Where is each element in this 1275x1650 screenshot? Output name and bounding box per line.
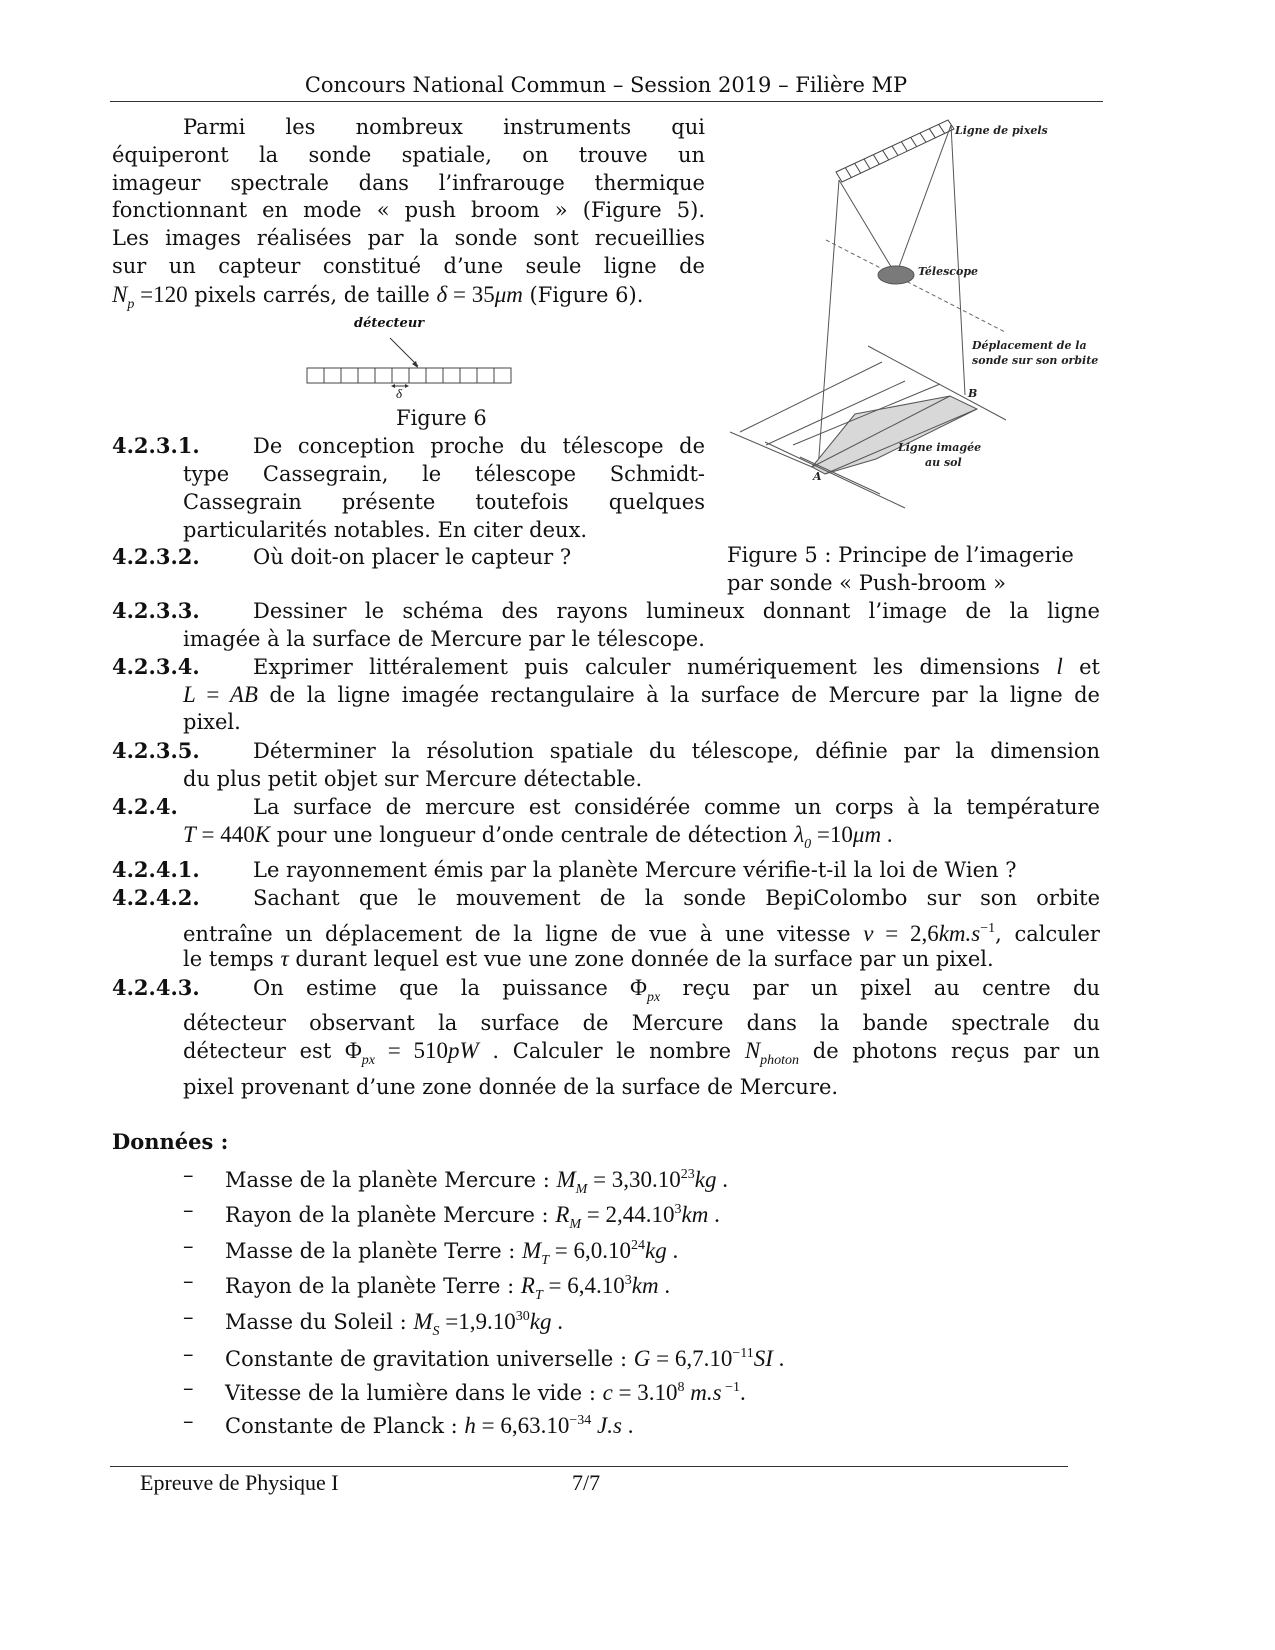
math: Φ [630,975,647,1000]
superscript: 3 [624,1273,632,1288]
math: =10 [811,822,853,847]
page-header: Concours National Commun – Session 2019 – Filière MP [304,73,908,97]
motion-label-2: sonde sur son orbite [972,354,1099,367]
math: G [633,1346,651,1371]
subscript: px [361,1053,376,1068]
list-bullet: – [183,1305,194,1329]
text: (Figure 6). [522,283,644,307]
text: particularités notables. En citer deux. [183,518,588,542]
text: . Calculer le nombre [478,1039,745,1063]
superscript: 23 [680,1167,695,1182]
math: = 440 [195,822,255,847]
math: = 3,30.10 [587,1167,681,1192]
telescope-icon [878,266,914,284]
math: =120 [134,282,188,307]
math: M [413,1309,433,1334]
pixel-divider [929,129,935,138]
math: kg [645,1238,667,1263]
question-number: 4.2.4.2. [112,885,200,910]
math: km [681,1202,709,1227]
text-line [225,1303,1100,1339]
text: Cassegrain présente toutefois quelques [183,490,705,514]
subscript: M [575,1182,588,1197]
text-line [183,821,1100,852]
math: J.s [591,1413,622,1438]
math: T [183,822,196,847]
pixel-divider [864,159,870,169]
math: μm [494,282,523,307]
list-bullet: – [183,1269,194,1293]
text-line [225,1374,1100,1405]
math: τ [280,946,289,971]
text-line [225,1407,1100,1438]
question-number: 4.2.3.1. [112,433,200,458]
math: = 3.10 [612,1380,678,1405]
text-line [225,1232,1100,1268]
text: Constante de Planck : [225,1414,465,1438]
text-line [183,765,1100,793]
math: . [716,1167,729,1192]
math: L [183,682,196,707]
text-line [183,625,1100,653]
text: Rayon de la planète Terre : [225,1274,521,1298]
pixel-divider [883,150,889,160]
question-number: 4.2.4.3. [112,975,200,1000]
footer-page-number: 7/7 [572,1470,601,1495]
orbit-direction [826,240,1005,332]
math: K [254,822,271,847]
text: , calculer [995,922,1100,946]
superscript: −1 [980,921,996,936]
math: c [602,1380,613,1405]
math: . [881,822,893,847]
question-number: 4.2.3.5. [112,738,200,763]
text-line [253,884,1100,912]
superscript: −11 [732,1346,754,1361]
text: entraîne un déplacement de la ligne de vue à une vitesse [183,922,864,946]
text: Masse de la planète Mercure : [225,1168,557,1192]
list-bullet: – [183,1234,194,1258]
math: km.s [938,921,981,946]
footer-rule [110,1466,1068,1467]
figure-6-caption: Figure 6 [396,406,487,430]
text: Où doit-on placer le capteur ? [253,545,572,569]
point-b-label: B [968,387,978,400]
math: = 510 [375,1038,449,1063]
pixel-line [836,120,954,182]
math: m.s [684,1380,722,1405]
superscript: 8 [677,1380,685,1395]
math: kg [529,1309,552,1334]
math: = [195,682,230,707]
superscript: 24 [631,1238,645,1253]
list-bullet: – [183,1198,194,1222]
math: M [522,1238,542,1263]
question-number: 4.2.3.3. [112,598,200,623]
text-line [253,653,1100,681]
subscript: 0 [804,837,812,852]
text-line [225,1196,1100,1232]
text: pixel provenant d’une zone donnée de la surface de Mercure. [183,1075,839,1099]
subscript: M [569,1217,582,1232]
ground-label-2: au sol [925,456,962,469]
text: pixel. [183,710,241,734]
math: . [708,1202,720,1227]
text: reçu par un pixel au centre du [660,976,1101,1000]
math: R [520,1273,535,1298]
math: λ [794,822,805,847]
math: = 6,4.10 [542,1273,625,1298]
math: AB [229,682,258,707]
superscript: 3 [674,1202,682,1217]
text-line [253,974,1101,1005]
text: Déterminer la résolution spatiale du télescope, définie par la dimension [253,739,1100,763]
math: . [551,1309,563,1334]
math: . [666,1238,679,1263]
pixel-divider [873,155,879,165]
math: N [112,282,128,307]
text: de la ligne imagée rectangulaire à la surface de Mercure par la ligne de [257,683,1100,707]
text: Parmi les nombreux instruments qui [183,115,705,139]
math: = 6,0.10 [549,1238,631,1263]
math: h [464,1413,476,1438]
math: M [556,1167,576,1192]
text: Le rayonnement émis par la planète Mercure vérifie-t-il la loi de Wien ? [253,858,1017,882]
text: pixels carrés, de taille [187,283,437,307]
math: = 35 [447,282,495,307]
figure-5-caption-1: Figure 5 : Principe de l’imagerie [727,543,1074,567]
text-line [253,737,1100,765]
text: détecteur est [183,1039,345,1063]
text-line [225,1161,1100,1197]
text: Rayon de la planète Mercure : [225,1203,556,1227]
text: imageur spectrale dans l’infrarouge thermique [112,171,705,195]
text: le temps [183,947,281,971]
text: détecteur observant la surface de Mercure dans la bande spectrale du [183,1011,1100,1035]
pixel-divider [911,137,917,146]
text: sur un capteur constitué d’une seule ligne de [112,254,705,278]
text: La surface de mercure est considérée comme un corps à la température [253,795,1100,819]
text-line [253,597,1100,625]
math: . [658,1273,671,1298]
footer-title: Epreuve de Physique I [140,1470,339,1495]
subscript: p [127,297,135,312]
question-number: 4.2.3.4. [112,654,200,679]
math: μm [852,822,882,847]
question-number: 4.2.4. [112,794,178,819]
pixel-divider [855,163,861,173]
text-line [183,681,1100,709]
point-a-label: A [813,470,822,483]
math: kg [694,1167,717,1192]
math: km [631,1273,659,1298]
text: Masse de la planète Terre : [225,1239,523,1263]
ground-label-1: Ligne imagée [898,441,982,454]
list-bullet: – [183,1342,194,1366]
text: et [1062,655,1100,679]
text: type Cassegrain, le télescope Schmidt- [183,462,705,486]
math: = 2,6 [873,921,939,946]
subscript: photon [760,1053,800,1068]
text: De conception proche du télescope de [253,434,705,458]
text: Sachant que le mouvement de la sonde BepiColombo sur son orbite [253,886,1100,910]
math: δ [436,282,448,307]
pixel-divider [939,124,945,133]
text-line [253,432,705,460]
list-bullet: – [183,1409,194,1433]
pixel-divider [892,146,898,156]
list-bullet: – [183,1376,194,1400]
text: Masse du Soleil : [225,1310,414,1334]
list-bullet: – [183,1163,194,1187]
telescope-label: Télescope [918,265,979,278]
text: de photons reçus par un [799,1039,1100,1063]
superscript: 30 [515,1309,530,1324]
math: N [744,1038,761,1063]
math: R [555,1202,570,1227]
math: SI [753,1346,773,1371]
text-line [183,488,705,516]
text: équiperont la sonde spatiale, on trouve un [112,143,705,167]
text-line [183,945,1100,973]
text-line [183,1073,1100,1101]
math: . [740,1380,746,1405]
text: fonctionnant en mode « push broom » (Figure 5). [112,198,705,222]
math: Φ [344,1038,362,1063]
text-line [225,1340,1100,1371]
superscript: −34 [569,1413,592,1428]
math: . [772,1346,785,1371]
text: durant lequel est vue une zone donnée de la surface par un pixel. [288,947,994,971]
math: pW [448,1038,479,1063]
subscript: T [541,1253,550,1268]
figure-5-caption-2: par sonde « Push-broom » [727,571,1006,595]
text-line [183,516,705,544]
math: . [621,1413,634,1438]
pixel-divider [901,142,907,151]
figure-6-label: détecteur [354,316,425,331]
pixel-line-label: Ligne de pixels [955,124,1048,137]
text-line [183,915,1100,946]
text: Les images réalisées par la sonde sont recueillies [112,226,705,250]
text-line [225,1267,1100,1303]
text: imagée à la surface de Mercure par le télescope. [183,627,705,651]
question-number: 4.2.4.1. [112,857,200,882]
text-line [253,793,1100,821]
text: du plus petit objet sur Mercure détectable. [183,767,643,791]
pixel-divider [920,133,926,142]
math: l [1056,654,1063,679]
text: Dessiner le schéma des rayons lumineux donnant l’image de la ligne [253,599,1100,623]
text: On estime que la puissance [253,976,631,1000]
pixel-divider [845,168,851,178]
subscript: S [432,1324,440,1339]
math: v [863,921,874,946]
text-line [183,1037,1100,1068]
motion-label-1: Déplacement de la [972,339,1087,352]
text: Vitesse de la lumière dans le vide : [225,1381,603,1405]
text: pour une longueur d’onde centrale de détection [270,823,795,847]
text: Exprimer littéralement puis calculer numériquement les dimensions [253,655,1057,679]
math: = 2,44.10 [581,1202,675,1227]
text-line [253,856,1100,884]
question-number: 4.2.3.2. [112,544,200,569]
text: Constante de gravitation universelle : [225,1347,634,1371]
subscript: px [646,990,661,1005]
text-line [183,1009,1100,1037]
math: =1,9.10 [439,1309,516,1334]
text-line [253,543,705,571]
donnees-title: Données : [112,1129,229,1154]
text-line [183,708,1100,736]
math: = 6,63.10 [475,1413,570,1438]
subscript: T [534,1288,543,1303]
math: = 6,7.10 [650,1346,733,1371]
superscript: −1 [721,1380,740,1395]
text-line [183,460,705,488]
delta-symbol: δ [396,386,403,401]
